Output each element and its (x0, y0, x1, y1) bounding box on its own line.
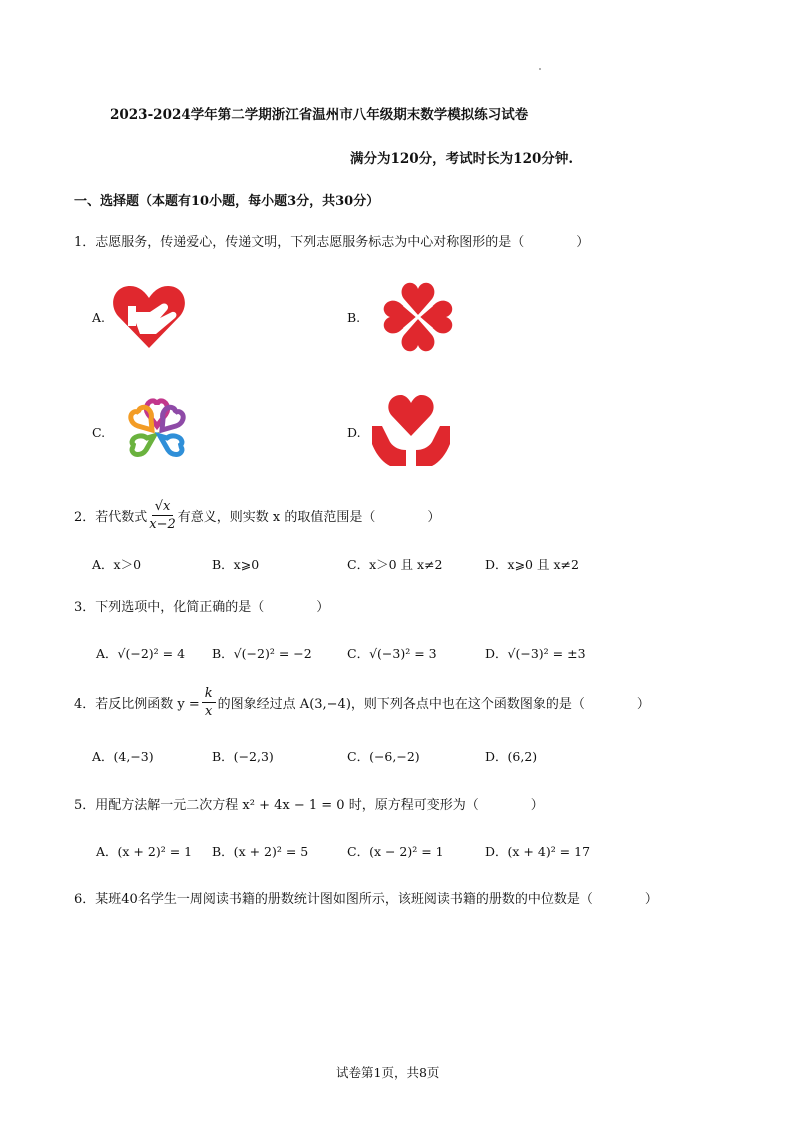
question-5-stem: 5．用配方法解一元二次方程 x² + 4x − 1 = 0 时，原方程可变形为（ ） (74, 798, 544, 813)
q2-stem-pre: 2．若代数式 (74, 510, 148, 525)
q2-option-c: C．x＞0 且 x≠2 (347, 557, 443, 572)
q1-option-d-label: D. (347, 425, 361, 440)
heart-in-hands-logo-icon (368, 392, 454, 468)
q5-option-a: A．(x + 2)² = 1 (96, 844, 193, 859)
question-3-stem: 3．下列选项中，化简正确的是（ ） (74, 600, 330, 615)
question-6-stem: 6．某班40名学生一周阅读书籍的册数统计图如图所示，该班阅读书籍的册数的中位数是（ ） (74, 892, 658, 907)
question-4-stem (74, 687, 650, 718)
q4-fraction (202, 687, 216, 718)
four-hands-clover-logo-icon (374, 275, 462, 359)
q2-fraction (149, 500, 176, 531)
five-hearts-flower-logo-icon (116, 390, 198, 472)
q3-option-a: A．√(−2)² = 4 (96, 646, 186, 661)
q1-option-b-label: B. (347, 310, 361, 325)
q4-stem-post: 的图象经过点 A(3,−4)，则下列各点中也在这个函数图象的是（ ） (217, 697, 650, 712)
q1-option-a-label: A. (92, 310, 106, 325)
q5-option-c: C．(x − 2)² = 1 (347, 844, 444, 859)
page-footer: 试卷第1页，共8页 (336, 1065, 440, 1080)
q4-fraction-denominator: x (205, 704, 213, 719)
q2-fraction-numerator: √x (152, 500, 174, 516)
q2-option-d: D．x⩾0 且 x≠2 (485, 557, 579, 572)
exam-title: 2023-2024学年第二学期浙江省温州市八年级期末数学模拟练习试卷 (110, 107, 529, 123)
q4-stem-pre: 4．若反比例函数 y = (74, 697, 200, 712)
heart-hand-logo-icon (110, 282, 188, 352)
q4-option-c: C．(−6,−2) (347, 749, 420, 764)
q4-option-d: D．(6,2) (485, 749, 538, 764)
q2-fraction-denominator: x−2 (149, 517, 176, 532)
q3-option-c: C．√(−3)² = 3 (347, 646, 437, 661)
section-heading: 一、选择题（本题有10小题，每小题3分，共30分） (74, 194, 380, 209)
q4-option-b: B．(−2,3) (212, 749, 274, 764)
question-2-stem (74, 500, 440, 531)
q1-option-c-label: C. (92, 425, 106, 440)
question-1-stem: 1．志愿服务，传递爱心，传递文明，下列志愿服务标志为中心对称图形的是（ ） (74, 235, 590, 250)
q3-option-b: B．√(−2)² = −2 (212, 646, 312, 661)
q2-option-a: A．x＞0 (92, 557, 142, 572)
q2-option-b: B．x⩾0 (212, 557, 260, 572)
q2-stem-post: 有意义，则实数 x 的取值范围是（ ） (177, 510, 441, 525)
exam-subtitle: 满分为120分，考试时长为120分钟. (350, 151, 574, 167)
q4-fraction-numerator: k (202, 687, 216, 703)
scan-dot (539, 68, 541, 70)
q5-option-b: B．(x + 2)² = 5 (212, 844, 309, 859)
q4-option-a: A．(4,−3) (92, 749, 154, 764)
q5-option-d: D．(x + 4)² = 17 (485, 844, 591, 859)
q3-option-d: D．√(−3)² = ±3 (485, 646, 586, 661)
